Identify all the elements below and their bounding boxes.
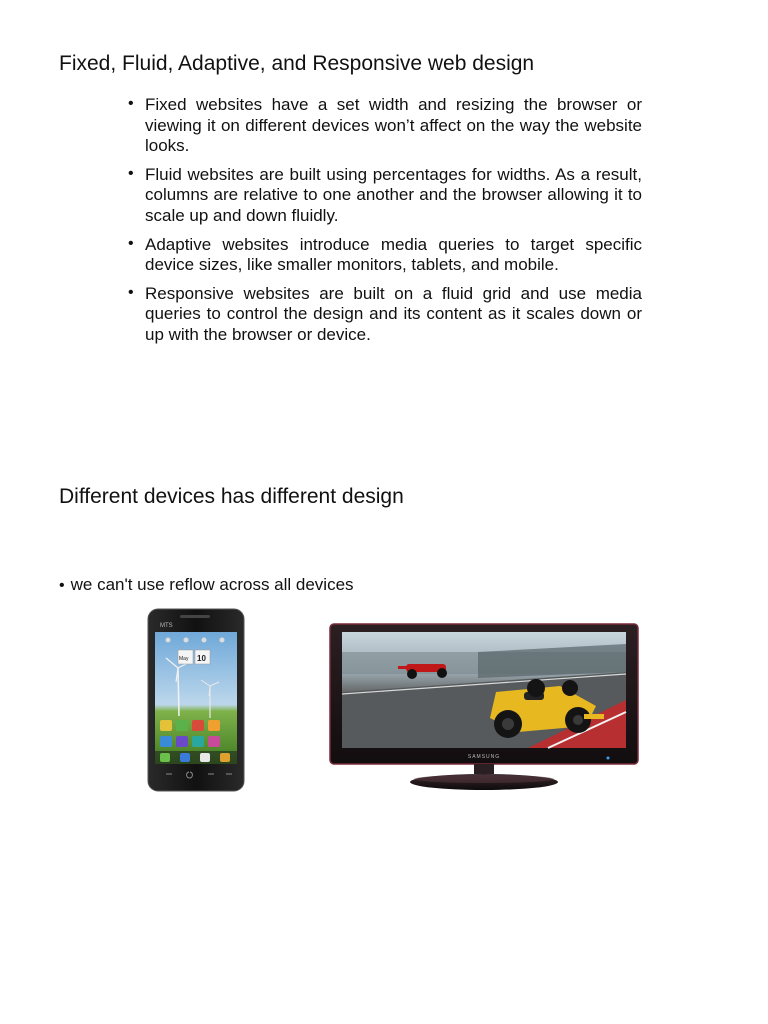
list-item-text: Adaptive websites introduce media queries to target specific device sizes, like smaller monitors, tablets, and mobile. xyxy=(145,234,642,275)
list-item-text: Responsive websites are built on a fluid grid and use media queries to control the design and its content as it scales down or up with the browser or device. xyxy=(145,283,642,344)
section-title-design-types: Fixed, Fluid, Adaptive, and Responsive web design xyxy=(59,52,535,75)
bullet-icon: • xyxy=(128,95,134,112)
list-item-fixed xyxy=(128,95,642,157)
monitor-image xyxy=(328,622,640,796)
phone-brand-label: MTS xyxy=(160,623,173,629)
smartphone-image xyxy=(146,608,246,792)
bullet-icon: • xyxy=(128,164,134,182)
section-title-devices: Different devices has different design xyxy=(59,485,404,508)
list-item-text: we can't use reflow across all devices xyxy=(70,575,354,592)
phone-widget-month: May xyxy=(179,656,189,662)
phone-widget-day: 10 xyxy=(197,654,206,663)
reflow-list-item xyxy=(59,574,399,592)
list-item-adaptive xyxy=(128,235,642,276)
list-item-text: Fluid websites are built using percentages for widths. As a result, columns are relative to one another and the browser allowing it to scale up and down fluidly. xyxy=(145,164,642,225)
bullet-icon: • xyxy=(59,577,65,592)
bullet-icon: • xyxy=(128,283,134,301)
list-item-responsive xyxy=(128,284,642,346)
monitor-brand-label: SAMSUNG xyxy=(467,754,501,760)
list-item-text: Fixed websites have a set width and resizing the browser or viewing it on different devices won’t affect on the way the website looks. xyxy=(145,95,642,156)
list-item-fluid xyxy=(128,165,642,227)
bullet-icon: • xyxy=(128,234,134,252)
design-types-list xyxy=(128,95,642,354)
